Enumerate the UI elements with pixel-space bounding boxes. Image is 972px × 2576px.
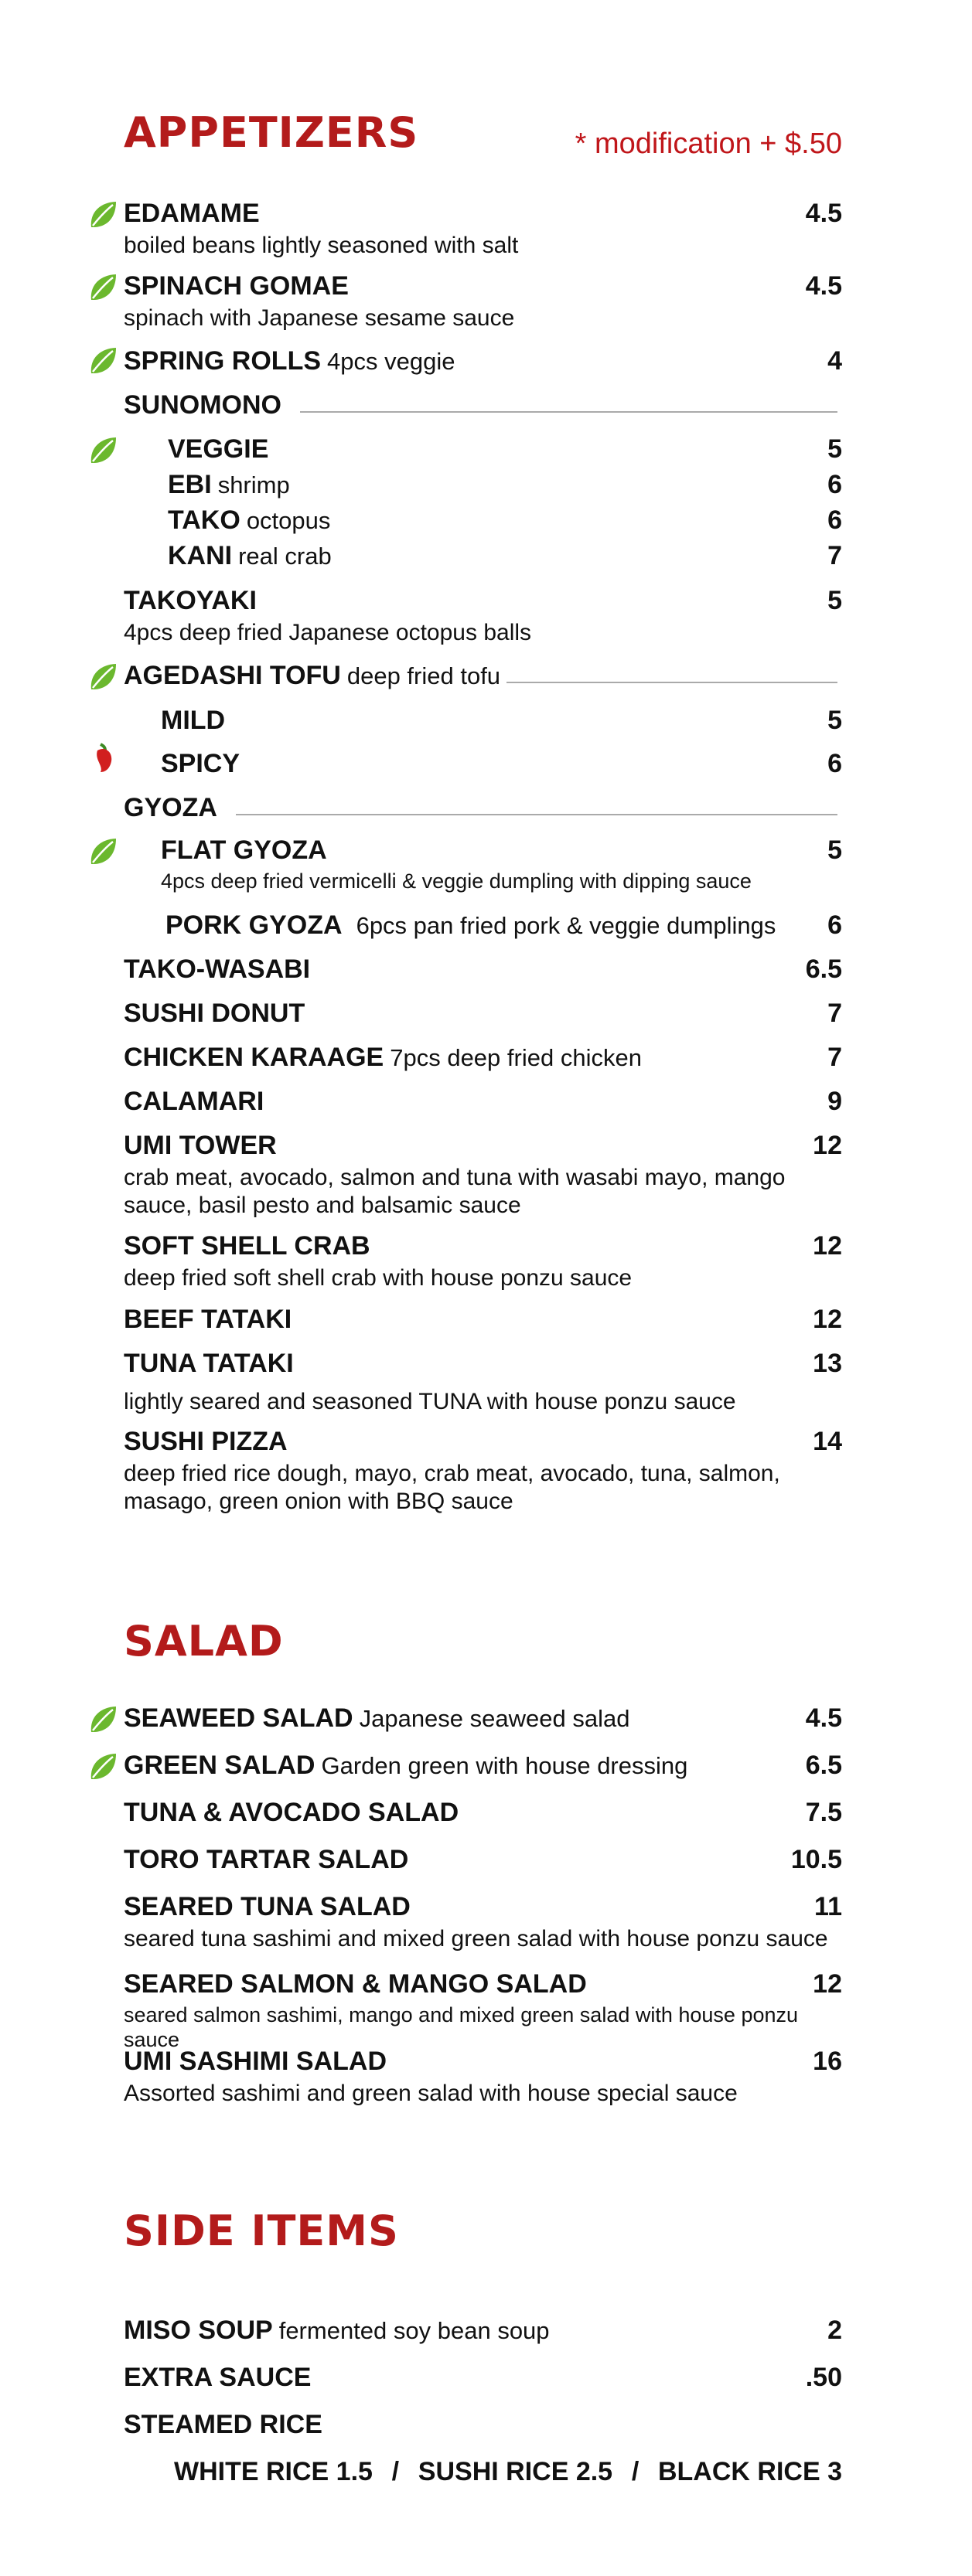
item-inline-description: Garden green with house dressing — [321, 1752, 688, 1779]
menu-item-soft-shell-crab — [124, 1231, 842, 1292]
option-name: PORK GYOZA — [165, 910, 343, 940]
item-inline-description: deep fried tofu — [346, 662, 501, 689]
vegetarian-leaf-icon — [88, 1704, 119, 1735]
vegetarian-leaf-icon — [88, 435, 119, 466]
item-price: 11 — [814, 1892, 842, 1921]
item-name: GYOZA — [124, 793, 217, 822]
rice-separator: / — [391, 2457, 400, 2486]
option-name: KANI — [168, 541, 233, 570]
item-name: UMI SASHIMI SALAD — [124, 2047, 387, 2076]
item-name: TUNA & AVOCADO SALAD — [124, 1798, 459, 1827]
item-name: BEEF TATAKI — [124, 1305, 292, 1334]
item-name: SOFT SHELL CRAB — [124, 1231, 370, 1261]
item-description: deep fried rice dough, mayo, crab meat, avocado, tuna, salmon, masago, green onion with BBQ sauce — [124, 1461, 780, 1514]
salad-heading: SALAD — [124, 1617, 284, 1666]
item-price: 4.5 — [805, 271, 842, 301]
menu-item-sunomono — [124, 390, 842, 420]
item-description: seared salmon sashimi, mango and mixed green salad with house ponzu sauce — [124, 2003, 799, 2052]
item-name: TAKOYAKI — [124, 586, 257, 615]
option-name: SPICY — [161, 749, 240, 778]
gyoza-option-flat — [161, 835, 842, 893]
appetizers-heading: APPETIZERS — [124, 108, 419, 157]
menu-item-takoyaki — [124, 586, 842, 647]
item-name: SEAWEED SALAD — [124, 1703, 353, 1733]
item-description: Assorted sashimi and green salad with house special sauce — [124, 2081, 738, 2106]
option-price: 6 — [827, 749, 842, 778]
rice-separator: / — [631, 2457, 639, 2486]
menu-item-toro-tartar-salad — [124, 1845, 842, 1875]
item-name: EXTRA SAUCE — [124, 2363, 312, 2392]
side-items-heading: SIDE ITEMS — [124, 2207, 399, 2255]
menu-item-extra-sauce — [124, 2363, 842, 2393]
gyoza-option-pork — [165, 910, 842, 941]
option-price: 5 — [827, 434, 842, 464]
vegetarian-leaf-icon — [88, 272, 119, 303]
item-description: spinach with Japanese sesame sauce — [124, 305, 515, 331]
item-price: 7.5 — [805, 1798, 842, 1827]
modification-note: * modification + $.50 — [575, 128, 842, 160]
item-name: TAKO-WASABI — [124, 955, 311, 984]
item-price: 6.5 — [805, 1751, 842, 1780]
rice-options — [174, 2457, 842, 2487]
item-name: GREEN SALAD — [124, 1751, 315, 1780]
option-name: EBI — [168, 470, 212, 499]
option-price: 7 — [827, 541, 842, 570]
vegetarian-leaf-icon — [88, 199, 119, 230]
item-name: CHICKEN KARAAGE — [124, 1043, 384, 1072]
item-description: lightly seared and seasoned TUNA with house ponzu sauce — [124, 1389, 736, 1414]
item-description: crab meat, avocado, salmon and tuna with wasabi mayo, mango sauce, basil pesto and balsamic sauce — [124, 1165, 786, 1218]
menu-item-umi-sashimi-salad — [124, 2047, 842, 2108]
item-price: 16 — [813, 2047, 842, 2076]
item-inline-description: fermented soy bean soup — [278, 2317, 550, 2344]
option-description: shrimp — [217, 471, 290, 499]
item-inline-description: 7pcs deep fried chicken — [390, 1044, 642, 1071]
divider-line — [300, 411, 837, 413]
menu-item-umi-tower — [124, 1131, 842, 1220]
option-name: TAKO — [168, 505, 240, 535]
item-price: 4.5 — [805, 199, 842, 228]
item-price: 6.5 — [805, 955, 842, 984]
item-name: STEAMED RICE — [124, 2410, 322, 2439]
item-price: 4.5 — [805, 1703, 842, 1733]
item-price: 5 — [827, 586, 842, 615]
rice-option-sushi: SUSHI RICE 2.5 — [418, 2457, 613, 2486]
divider-line — [236, 814, 837, 815]
option-price: 5 — [827, 835, 842, 865]
menu-item-miso-soup — [124, 2316, 842, 2346]
item-name: CALAMARI — [124, 1087, 264, 1116]
menu-item-steamed-rice — [124, 2410, 842, 2440]
menu-item-tuna-tataki — [124, 1349, 842, 1416]
item-price: 9 — [827, 1087, 842, 1116]
item-price: 12 — [813, 1131, 842, 1160]
sunomono-option — [168, 434, 842, 464]
menu-item-edamame — [124, 199, 842, 260]
vegetarian-leaf-icon — [88, 1751, 119, 1782]
agedashi-option-spicy — [161, 749, 842, 779]
item-price: 10.5 — [790, 1845, 842, 1874]
item-name: SPINACH GOMAE — [124, 271, 349, 301]
item-name: SUNOMONO — [124, 390, 281, 420]
item-name: SUSHI PIZZA — [124, 1427, 288, 1456]
item-name: UMI TOWER — [124, 1131, 277, 1160]
item-description: 4pcs deep fried Japanese octopus balls — [124, 620, 532, 645]
item-name: EDAMAME — [124, 199, 260, 228]
menu-item-agedashi-tofu — [124, 661, 842, 691]
agedashi-option-mild — [161, 706, 842, 736]
option-description: octopus — [246, 507, 331, 534]
menu-item-sushi-pizza — [124, 1427, 842, 1516]
sunomono-option — [168, 470, 842, 500]
item-price: 14 — [813, 1427, 842, 1456]
menu-item-seaweed-salad — [124, 1703, 842, 1734]
item-name: SUSHI DONUT — [124, 999, 305, 1028]
item-name: SEARED TUNA SALAD — [124, 1892, 411, 1921]
item-name: TUNA TATAKI — [124, 1349, 294, 1378]
item-price: 7 — [827, 999, 842, 1028]
item-price: 7 — [827, 1043, 842, 1072]
divider-line — [506, 682, 837, 683]
item-name: AGEDASHI TOFU — [124, 661, 341, 690]
option-name: MILD — [161, 706, 226, 735]
menu-item-tako-wasabi — [124, 955, 842, 985]
item-price: 13 — [813, 1349, 842, 1378]
option-description: real crab — [238, 543, 332, 570]
item-inline-description: 4pcs veggie — [327, 348, 455, 375]
item-price: 12 — [813, 1305, 842, 1334]
item-name: SPRING ROLLS — [124, 346, 322, 376]
menu-item-gyoza — [124, 793, 842, 823]
option-description: 4pcs deep fried vermicelli & veggie dumpling with dipping sauce — [161, 869, 752, 893]
menu-item-sushi-donut — [124, 999, 842, 1029]
option-name: VEGGIE — [168, 434, 269, 464]
item-price: .50 — [805, 2363, 842, 2392]
vegetarian-leaf-icon — [88, 836, 119, 867]
menu-item-calamari — [124, 1087, 842, 1117]
item-description: boiled beans lightly seasoned with salt — [124, 233, 519, 258]
menu-item-beef-tataki — [124, 1305, 842, 1335]
item-inline-description: Japanese seaweed salad — [359, 1705, 630, 1732]
item-price: 4 — [827, 346, 842, 376]
menu-item-spinach-gomae — [124, 271, 842, 332]
menu-item-spring-rolls — [124, 346, 842, 376]
option-price: 5 — [827, 706, 842, 735]
option-price: 6 — [827, 470, 842, 499]
vegetarian-leaf-icon — [88, 345, 119, 376]
sunomono-option — [168, 541, 842, 571]
item-name: SEARED SALMON & MANGO SALAD — [124, 1969, 587, 1999]
item-price: 12 — [813, 1969, 842, 1999]
menu-item-seared-salmon-mango-salad — [124, 1969, 842, 2053]
item-price: 2 — [827, 2316, 842, 2345]
sunomono-option — [168, 505, 842, 536]
rice-option-white: WHITE RICE 1.5 — [174, 2457, 373, 2486]
option-name: FLAT GYOZA — [161, 835, 327, 865]
item-name: MISO SOUP — [124, 2316, 273, 2345]
spicy-pepper-icon — [90, 738, 119, 774]
option-price: 6 — [827, 910, 842, 940]
option-inline-description: 6pcs pan fried pork & veggie dumplings — [356, 912, 776, 939]
item-description: deep fried soft shell crab with house ponzu sauce — [124, 1265, 633, 1291]
menu-item-seared-tuna-salad — [124, 1892, 842, 1953]
menu-item-green-salad — [124, 1751, 842, 1781]
menu-item-tuna-avocado-salad — [124, 1798, 842, 1828]
option-price: 6 — [827, 505, 842, 535]
rice-option-black: BLACK RICE 3 — [657, 2457, 842, 2486]
vegetarian-leaf-icon — [88, 662, 119, 692]
item-name: TORO TARTAR SALAD — [124, 1845, 409, 1874]
item-description: seared tuna sashimi and mixed green salad with house ponzu sauce — [124, 1926, 828, 1952]
menu-item-chicken-karaage — [124, 1043, 842, 1073]
item-price: 12 — [813, 1231, 842, 1261]
